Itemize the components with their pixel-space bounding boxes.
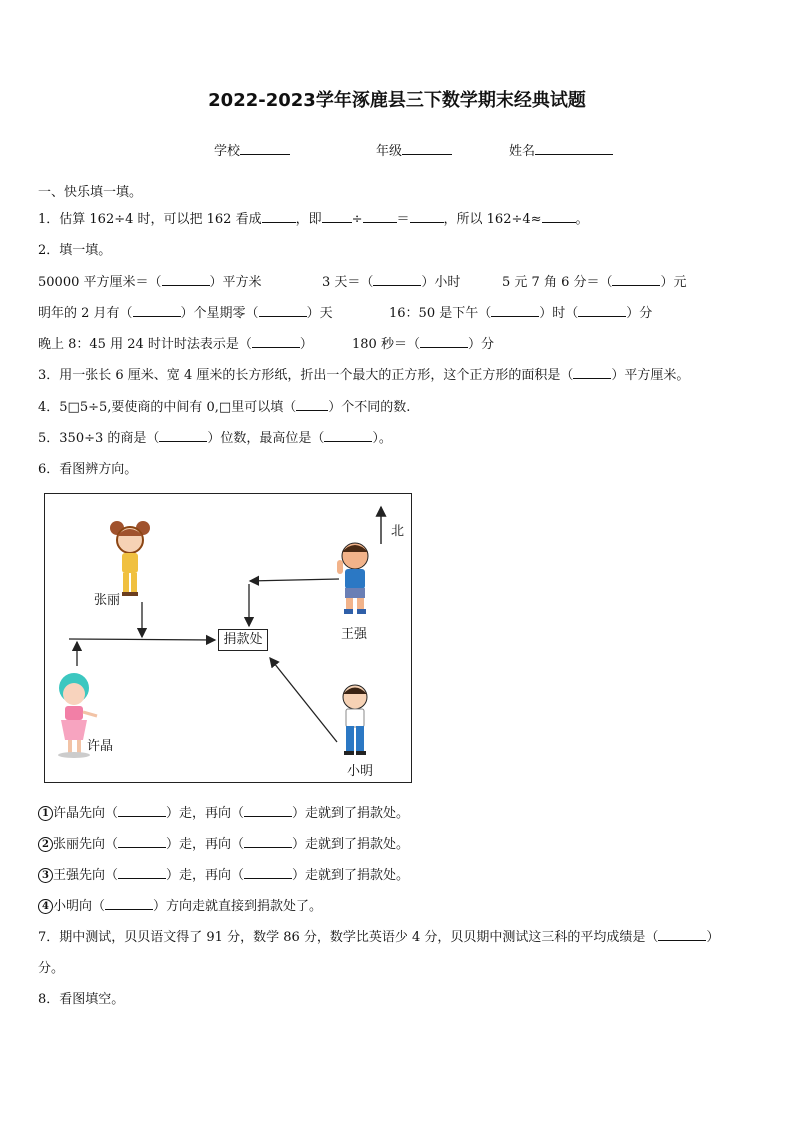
q2-text: 50000 平方厘米＝（ [38,275,162,290]
q2-text: ）个星期零（ [180,306,259,321]
answer-blank[interactable] [259,304,307,317]
q2-text: ） [299,337,313,352]
answer-blank[interactable] [252,335,300,348]
q2-item-24hour [38,333,313,352]
q1-text: ，所以 162÷4≈ [443,212,542,227]
question-2-heading: 2．填一填。 [38,243,112,258]
answer-blank[interactable] [105,897,153,910]
q2-item-clock [389,302,652,321]
page-title: 2022-2023学年涿鹿县三下数学期末经典试题 [208,90,586,111]
q7-text: 7．期中测试，贝贝语文得了 91 分，数学 86 分，数学比英语少 4 分，贝贝期中测试这三科的平均成绩是（ [38,930,659,945]
q4-text: ）个不同的数. [328,400,411,415]
question-5 [38,427,392,446]
school-blank[interactable] [240,140,290,155]
q6-text: ）走就到了捐款处。 [292,868,410,883]
answer-blank[interactable] [118,835,166,848]
q2-text: 3 天＝（ [322,275,374,290]
q1-text: ，即 [295,212,322,227]
wangqiang-figure [337,543,368,614]
grade-label: 年级 [376,144,403,159]
xujing-label: 许晶 [87,739,114,754]
q6-text: ）走，再向（ [166,837,245,852]
answer-blank[interactable] [363,210,397,223]
answer-blank[interactable] [573,366,611,379]
q1-text: ÷ [351,212,363,227]
q2-text: ）平方米 [209,275,262,290]
q6-text: ）走，再向（ [166,868,245,883]
q2-text: ）天 [306,306,333,321]
q2-text: 5 元 7 角 6 分＝（ [502,275,613,290]
q2-item-area [38,271,262,290]
q5-text: ）。 [372,431,392,446]
question-8: 8．看图填空。 [38,992,125,1007]
q6-text: 张丽先向（ [53,837,119,852]
answer-blank[interactable] [658,928,706,941]
answer-blank[interactable] [324,429,372,442]
circled-number: 2 [38,837,53,852]
school-label: 学校 [214,144,241,159]
answer-blank[interactable] [410,210,444,223]
name-label: 姓名 [509,144,536,159]
q6-text: ）走就到了捐款处。 [292,837,410,852]
question-7-continued: 分。 [38,961,65,976]
q2-text: ）时（ [539,306,579,321]
name-field [509,140,613,159]
q6-sub-2 [38,833,409,852]
question-6-heading: 6．看图辨方向。 [38,462,138,477]
q7-text: ） [706,930,720,945]
q2-text: 180 秒＝（ [352,337,420,352]
q1-text: 1．估算 162÷4 时，可以把 162 看成 [38,212,262,227]
question-3 [38,364,689,383]
answer-blank[interactable] [118,866,166,879]
q5-text: 5．350÷3 的商是（ [38,431,160,446]
q2-text: 明年的 2 月有（ [38,306,133,321]
grade-blank[interactable] [402,140,452,155]
answer-blank[interactable] [244,804,292,817]
circled-number: 4 [38,899,53,914]
q6-text: 小明向（ [53,899,106,914]
answer-blank[interactable] [296,398,328,411]
q2-text: 16：50 是下午（ [389,306,492,321]
circled-number: 3 [38,868,53,883]
zhangli-figure [110,521,150,596]
path-line [250,579,339,581]
question-4 [38,396,410,415]
circled-number: 1 [38,806,53,821]
q2-item-money [502,271,687,290]
name-blank[interactable] [535,140,613,155]
zhangli-label: 张丽 [94,593,121,608]
q2-text: ）分 [626,306,653,321]
q2-text: ）元 [660,275,687,290]
q2-item-time [322,271,460,290]
north-label: 北 [391,524,405,539]
answer-blank[interactable] [420,335,468,348]
question-7 [38,926,719,945]
q2-text: ）分 [467,337,494,352]
q2-item-seconds [352,333,494,352]
q2-item-february [38,302,333,321]
answer-blank[interactable] [244,866,292,879]
answer-blank[interactable] [542,210,576,223]
answer-blank[interactable] [491,304,539,317]
answer-blank[interactable] [162,273,210,286]
xiaoming-label: 小明 [347,764,374,779]
q6-text: ）走就到了捐款处。 [292,806,410,821]
q6-sub-4 [38,895,322,914]
answer-blank[interactable] [373,273,421,286]
q1-text: ＝ [396,212,410,227]
q2-text: ）小时 [421,275,461,290]
question-1 [38,208,589,227]
path-line [270,658,337,742]
q6-text: ）方向走就直接到捐款处了。 [153,899,323,914]
grade-field [376,140,452,159]
answer-blank[interactable] [159,429,207,442]
q3-text: ）平方厘米。 [611,368,690,383]
school-field [214,140,290,159]
q6-sub-1 [38,802,409,821]
q6-text: ）走，再向（ [166,806,245,821]
answer-blank[interactable] [322,210,352,223]
answer-blank[interactable] [262,210,296,223]
q2-text: 晚上 8：45 用 24 时计时法表示是（ [38,337,252,352]
donation-point-box: 捐款处 [218,629,268,651]
q1-text: 。 [575,212,589,227]
direction-diagram [44,493,412,783]
answer-blank[interactable] [612,273,660,286]
q6-sub-3 [38,864,409,883]
wangqiang-label: 王强 [341,627,368,642]
path-line [69,639,215,640]
answer-blank[interactable] [244,835,292,848]
section-heading: 一、快乐填一填。 [38,185,143,200]
answer-blank[interactable] [118,804,166,817]
q4-text: 4．5□5÷5,要使商的中间有 0,□里可以填（ [38,400,297,415]
q6-text: 许晶先向（ [53,806,119,821]
q5-text: ）位数，最高位是（ [207,431,325,446]
answer-blank[interactable] [133,304,181,317]
answer-blank[interactable] [578,304,626,317]
q3-text: 3．用一张长 6 厘米、宽 4 厘米的长方形纸，折出一个最大的正方形，这个正方形的面积是（ [38,368,574,383]
q6-text: 王强先向（ [53,868,119,883]
xiaoming-figure [343,685,367,755]
